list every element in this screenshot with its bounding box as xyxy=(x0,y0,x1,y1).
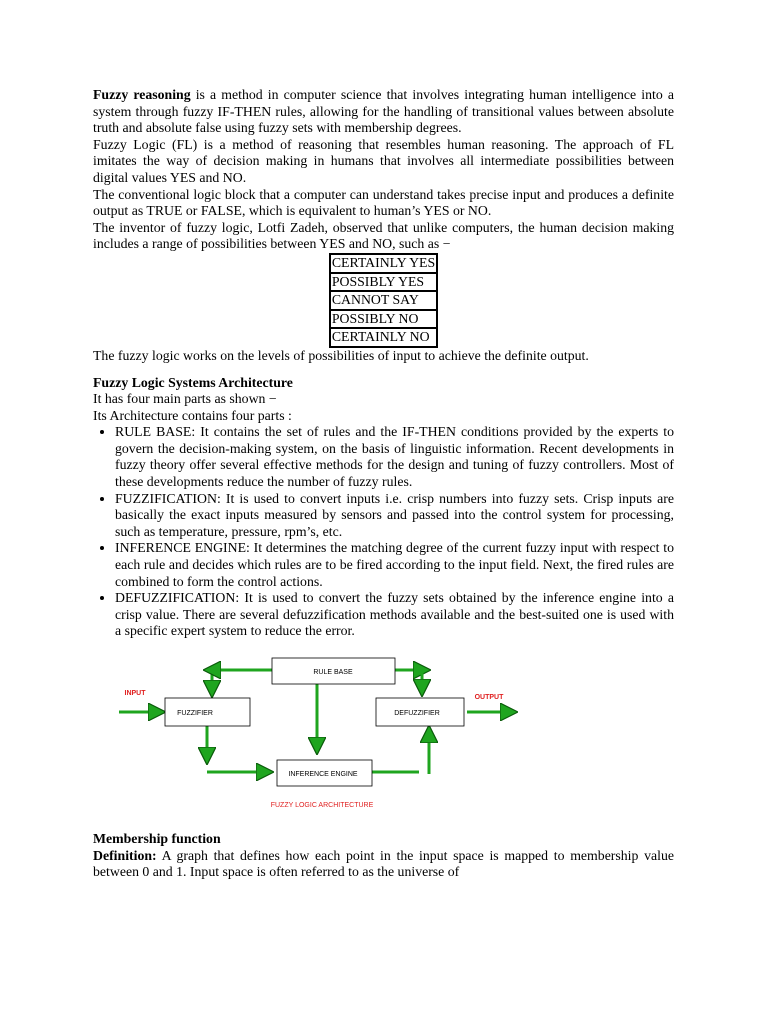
definition-text: A graph that defines how each point in the input space is mapped to membership value between 0 and 1. Input space is often referred to as the universe of xyxy=(93,847,674,880)
architecture-line-1: It has four main parts as shown − xyxy=(93,391,277,407)
table-cell: POSSIBLY NO xyxy=(330,310,437,329)
table-row xyxy=(330,291,437,310)
architecture-list xyxy=(93,424,674,640)
intro-paragraph-conventional-logic: The conventional logic block that a computer can understand takes precise input and produces a definite output as TRUE or FALSE, which is equivalent to human’s YES or NO. xyxy=(93,186,674,219)
inference-engine-label: INFERENCE ENGINE xyxy=(288,771,358,778)
table-cell: CERTAINLY NO xyxy=(330,328,437,347)
input-label: INPUT xyxy=(124,690,146,697)
table-cell: POSSIBLY YES xyxy=(330,273,437,292)
fuzzy-logic-architecture-diagram xyxy=(117,654,537,819)
boxes xyxy=(165,658,464,786)
defuzzifier-label: DEFUZZIFIER xyxy=(394,710,440,717)
diagram-caption: FUZZY LOGIC ARCHITECTURE xyxy=(270,802,374,809)
intro-paragraph-zadeh: The inventor of fuzzy logic, Lotfi Zadeh, observed that unlike computers, the human decision making includes a range of possibilities between YES and NO, such as − xyxy=(93,219,674,252)
definition-term: Definition: xyxy=(93,847,157,863)
membership-heading: Membership function xyxy=(93,831,221,846)
document-page xyxy=(93,87,674,881)
fuzzy-reasoning-text: is a method in computer science that involves integrating human intelligence into a system through fuzzy IF-THEN rules, allowing for the handling of transitional values between absolute truth and absolute false using fuzzy sets with membership degrees. xyxy=(93,87,674,136)
list-item-fuzzification: • FUZZIFICATION: It is used to convert inputs i.e. crisp numbers into fuzzy sets. Crisp inputs are basically the exact inputs measured by sensors and passed into the control system for processing, such as temperature, pressure, rpm’s, etc. xyxy=(115,491,674,541)
fuzzifier-label: FUZZIFIER xyxy=(177,710,213,717)
fuzzy-reasoning-term: Fuzzy reasoning xyxy=(93,87,191,102)
possibilities-table xyxy=(329,253,438,348)
intro-paragraph-fuzzy-reasoning xyxy=(93,87,674,137)
architecture-line-2: Its Architecture contains four parts : xyxy=(93,407,292,423)
output-label: OUTPUT xyxy=(474,694,504,701)
rule-base-label: RULE BASE xyxy=(313,669,353,676)
after-table-paragraph: The fuzzy logic works on the levels of possibilities of input to achieve the definite output. xyxy=(93,347,589,363)
table-cell: CANNOT SAY xyxy=(330,291,437,310)
table-cell: CERTAINLY YES xyxy=(330,254,437,273)
list-item-rule-base: • RULE BASE: It contains the set of rules and the IF-THEN conditions provided by the experts to govern the decision-making system, on the basis of linguistic information. Recent developments in fuzzy theory offer several effective methods for the design and tuning of fuzzy controllers. Most of these developments reduce the number of fuzzy rules. xyxy=(115,424,674,490)
list-item-defuzzification: • DEFUZZIFICATION: It is used to convert the fuzzy sets obtained by the inference engine into a crisp value. There are several defuzzification methods available and the best-suited one is used with a specific expert system to reduce the error. xyxy=(115,590,674,640)
table-row xyxy=(330,273,437,292)
intro-paragraph-fuzzy-logic: Fuzzy Logic (FL) is a method of reasoning that resembles human reasoning. The approach of FL imitates the way of decision making in humans that involves all intermediate possibilities between digital values YES and NO. xyxy=(93,136,674,185)
list-item-inference-engine: • INFERENCE ENGINE: It determines the matching degree of the current fuzzy input with respect to each rule and decides which rules are to be fired according to the input field. Next, the fired rules are combined to form the control actions. xyxy=(115,540,674,590)
table-row xyxy=(330,310,437,329)
membership-definition xyxy=(93,848,674,881)
table-row xyxy=(330,328,437,347)
architecture-heading: Fuzzy Logic Systems Architecture xyxy=(93,374,293,390)
table-row xyxy=(330,254,437,273)
